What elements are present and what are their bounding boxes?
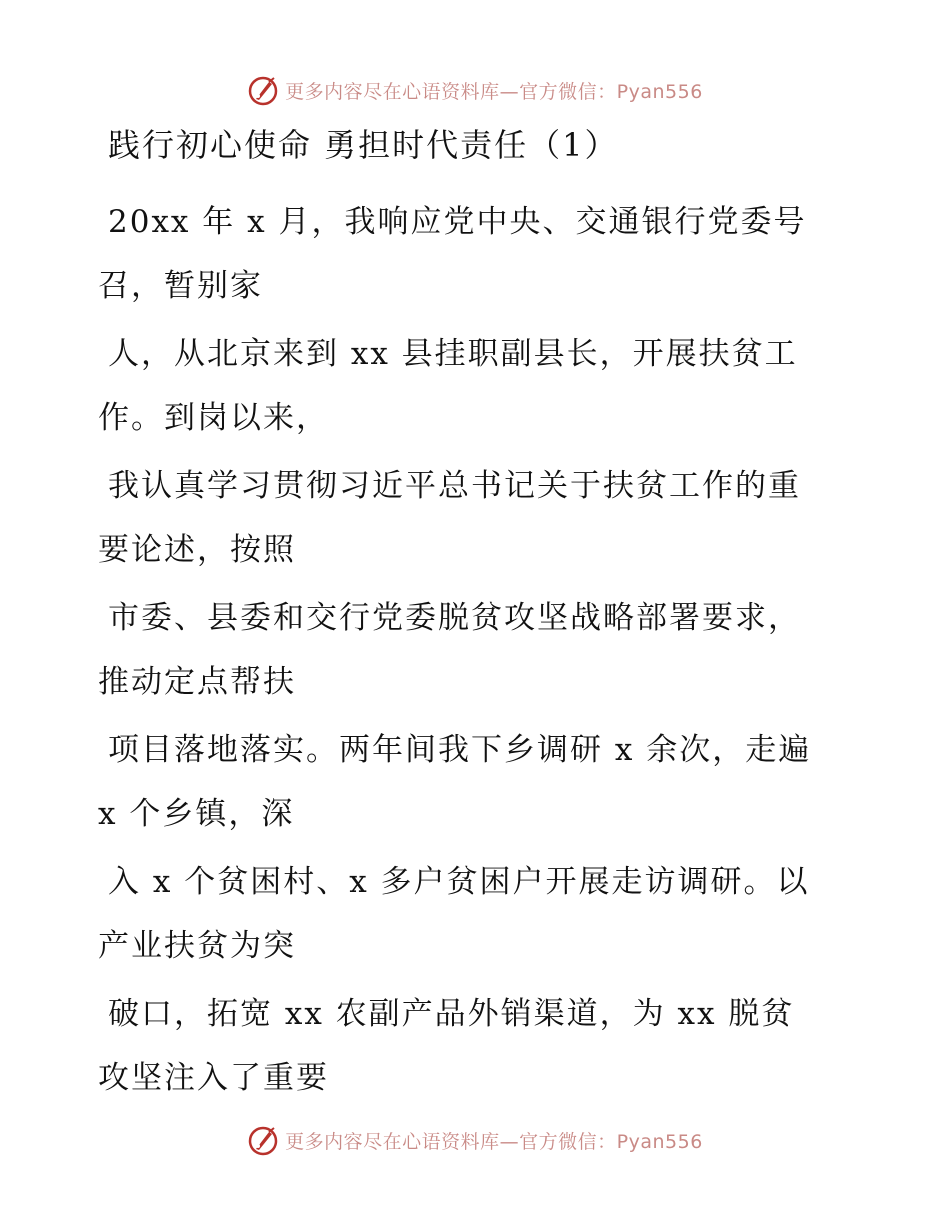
paragraph-7 (98, 982, 858, 1110)
paragraph-line: 我认真学习贯彻习近平总书记关于扶贫工作的重 (108, 468, 801, 504)
paragraph-line: 作。到岗以来， (98, 400, 329, 436)
feather-pen-logo-icon (247, 1124, 279, 1156)
footer-watermark-banner (0, 1120, 950, 1160)
paragraph-4 (98, 586, 858, 714)
paragraph-line: x 个乡镇，深 (98, 796, 295, 832)
feather-pen-logo-icon (247, 74, 279, 106)
paragraph-line: 推动定点帮扶 (98, 664, 296, 700)
document-title: 践行初心使命 勇担时代责任（1） (108, 126, 619, 164)
paragraph-6 (98, 850, 858, 978)
paragraph-line: 要论述，按照 (98, 532, 296, 568)
footer-banner-text: 更多内容尽在心语资料库—官方微信：Pyan556 (285, 1130, 703, 1153)
paragraph-2 (98, 322, 858, 450)
header-banner-text: 更多内容尽在心语资料库—官方微信：Pyan556 (285, 80, 703, 103)
paragraph-line: 市委、县委和交行党委脱贫攻坚战略部署要求， (108, 600, 801, 636)
paragraph-line: 攻坚注入了重要 (98, 1060, 329, 1096)
paragraph-line: 破口，拓宽 xx 农副产品外销渠道，为 xx 脱贫 (108, 996, 795, 1032)
paragraph-line: 入 x 个贫困村、x 多户贫困户开展走访调研。以 (108, 864, 810, 900)
paragraph-5 (98, 718, 858, 846)
paragraph-line: 召，暂别家 (98, 268, 263, 304)
paragraph-3 (98, 454, 858, 582)
paragraph-line: 项目落地落实。两年间我下乡调研 x 余次，走遍 (108, 732, 812, 768)
paragraph-1 (98, 190, 858, 318)
paragraph-line: 20xx 年 x 月，我响应党中央、交通银行党委号 (108, 204, 807, 240)
header-watermark-banner (0, 70, 950, 110)
paragraph-line: 人，从北京来到 xx 县挂职副县长，开展扶贫工 (108, 336, 798, 372)
paragraph-line: 产业扶贫为突 (98, 928, 296, 964)
